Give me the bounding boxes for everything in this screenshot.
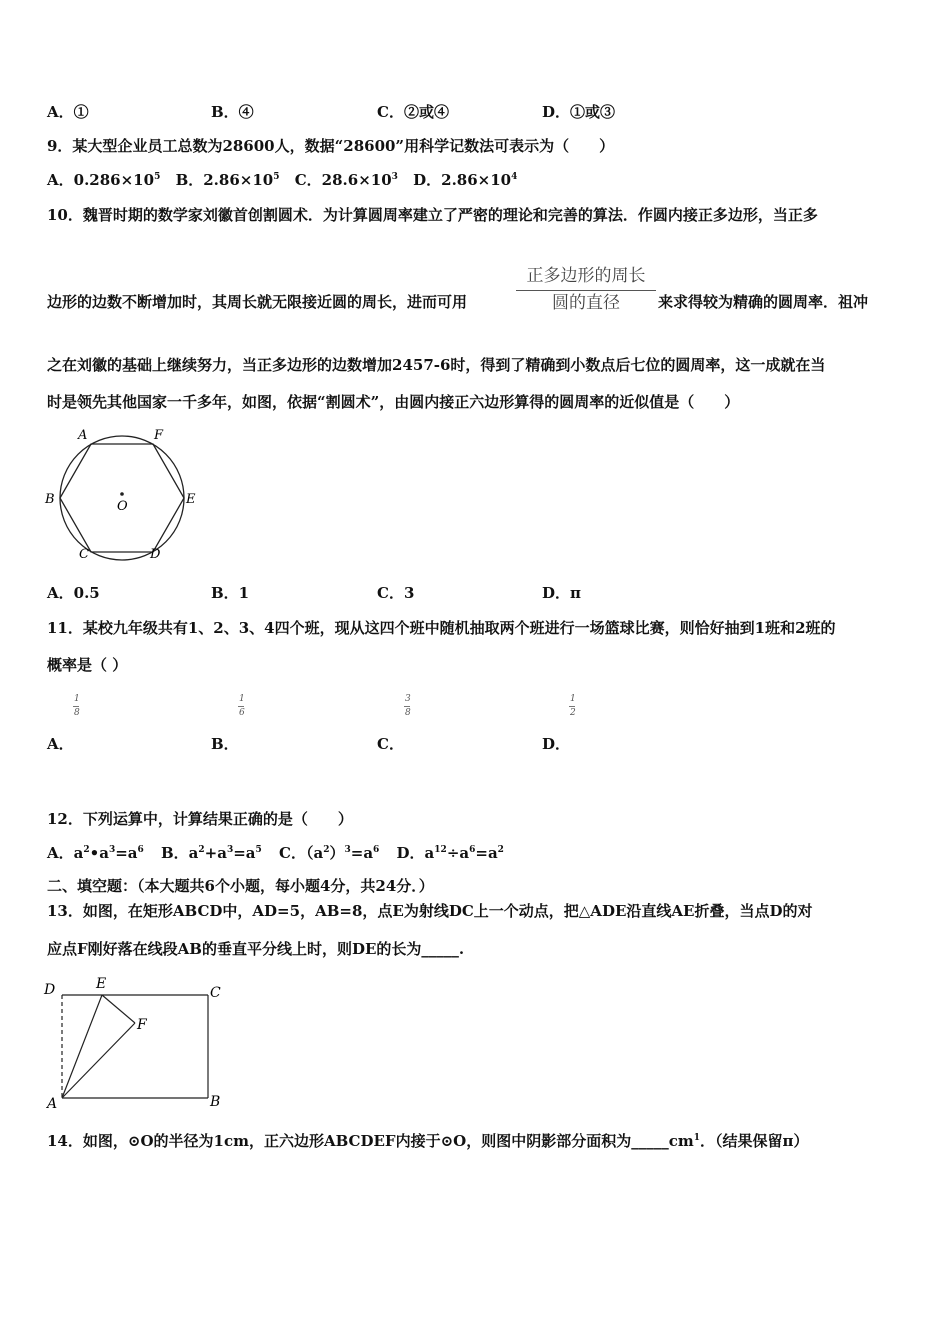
q10-line2a: 边形的边数不断增加时，其周长就无限接近圆的周长，进而可用 [47,293,468,311]
q10-option-a: A．0.5 [47,584,100,602]
q10-fraction-numerator: 正多边形的周长 [526,266,646,286]
q12-option-c: C．$(a^2)^3=a^6$ [279,844,380,862]
q11-fraction-a-denominator: 8 [74,708,80,718]
q10-hexagon-figure [40,420,200,570]
q10-line3: 之在刘徽的基础上继续努力，当正多边形的边数增加2457-6时，得到了精确到小数点后七位的圆周率，这一成就在当 [47,356,826,374]
q11-fraction-c-denominator: 8 [405,708,411,718]
label-a: A [47,1096,58,1112]
q9-option-d: D．$2.86\times 10^4$ [413,171,518,189]
q10-option-d: D．π [542,584,581,602]
q11-fraction-d-bar [569,706,575,707]
q12-stem: 12．下列运算中，计算结果正确的是（ ） [47,810,353,828]
q14-text: 14．如图，⊙O的半径为1cm，正六边形ABCDEF内接于⊙O，则图中阴影部分面积为$\_\_\_\_\_cm^1$．（结果保留π） [47,1132,809,1150]
q10-fraction-denominator: 圆的直径 [552,293,620,313]
section-2-title: 二、填空题：（本大题共6个小题，每小题4分，共24分．） [47,877,434,895]
q13-rectangle-figure [40,970,240,1120]
q11-fraction-a-numerator: 1 [74,694,80,704]
q11-fraction-b-numerator: 1 [239,694,245,704]
q10-option-c: C．3 [377,584,415,602]
segment-ae [62,995,102,1098]
q11-fraction-b-bar [238,706,244,707]
q9-stem: 9．某大型企业员工总数为28600人，数据“28600”用科学记数法可表示为（ ） [47,137,615,155]
q8-option-b: B．④ [211,103,254,121]
q12-option-d: D．$a^{12}\div a^6=a^2$ [396,844,504,862]
q11-option-a: A． [47,735,74,753]
label-e: E [186,492,196,507]
label-c: C [79,547,89,562]
q11-option-c: C． [377,735,404,753]
label-c: C [210,985,221,1001]
q9-option-b: B．$2.86\times 10^5$ [175,171,280,189]
label-a: A [78,428,88,443]
label-b: B [210,1094,221,1110]
q11-fraction-b-denominator: 6 [239,708,245,718]
label-f: F [154,428,164,443]
q8-option-c: C．②或④ [377,103,449,121]
label-d: D [44,982,56,998]
q10-option-b: B．1 [211,584,250,602]
q11-line1: 11．某校九年级共有1、2、3、4四个班，现从这四个班中随机抽取两个班进行一场篮球比赛，则恰好抽到1班和2班的 [47,619,836,637]
q9-options [47,170,517,190]
q12-option-a: A．$a^2•a^3=a^6$ [47,844,144,862]
q12-option-b: B．$a^2+a^3=a^5$ [161,844,262,862]
q13-line1: 13．如图，在矩形ABCD中，AD=5，AB=8，点E为射线DC上一个动点，把△ADE沿直线AE折叠，当点D的对 [47,902,813,920]
q10-fraction-bar [516,290,656,291]
label-o: O [117,499,128,514]
label-f: F [137,1017,147,1033]
q13-line2: 应点F刚好落在线段AB的垂直平分线上时，则DE的长为_____. [47,940,465,958]
q8-option-d: D．①或③ [542,103,616,121]
center-point [120,492,124,496]
q11-fraction-d-numerator: 1 [570,694,576,704]
label-b: B [45,492,55,507]
q8-option-a: A．① [47,103,89,121]
q11-line2: 概率是（ ） [47,656,128,674]
q9-option-a: A．$0.286\times 10^5$ [47,171,161,189]
q11-option-d: D． [542,735,571,753]
q11-fraction-d-denominator: 2 [570,708,576,718]
q11-fraction-c-bar [404,706,410,707]
q9-option-c: C．$28.6\times 10^3$ [294,171,398,189]
q11-fraction-c-numerator: 3 [405,694,411,704]
q10-line2b: 来求得较为精确的圆周率．祖冲 [658,293,869,311]
segment-ef [102,995,135,1023]
circle-o [60,436,184,560]
q12-options [47,843,504,863]
q11-option-b: B． [211,735,239,753]
q11-fraction-a-bar [73,706,79,707]
label-e: E [96,976,107,992]
regular-hexagon [60,444,184,552]
q10-line4: 时是领先其他国家一千多年，如图，依据“割圆术”，由圆内接正六边形算得的圆周率的近似值是（ ） [47,393,740,411]
q10-line1: 10．魏晋时期的数学家刘徽首创割圆术．为计算圆周率建立了严密的理论和完善的算法．作圆内接正多边形，当正多 [47,206,818,224]
label-d: D [150,547,161,562]
segment-af [62,1023,135,1098]
